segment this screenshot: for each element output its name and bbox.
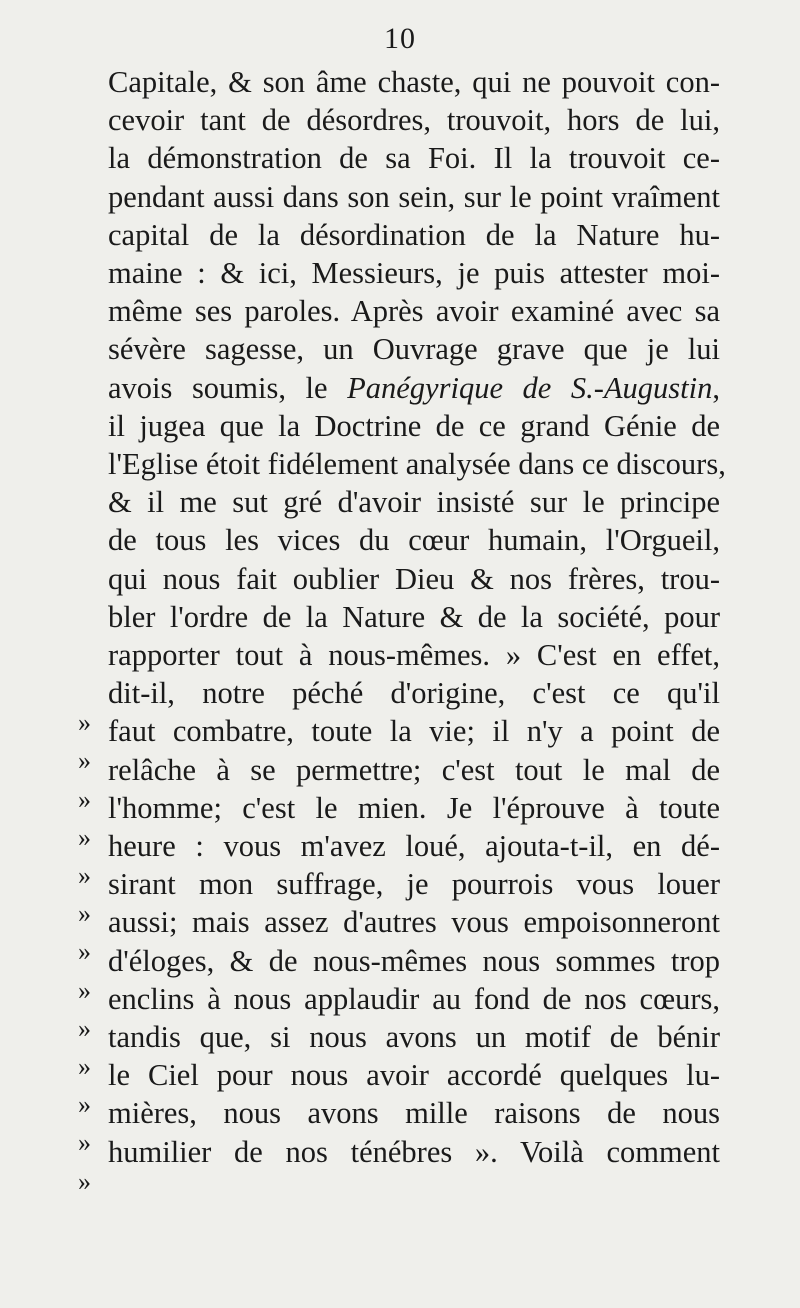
text-line: l'Eglise étoit fidélement analysée dans ce discours, — [108, 447, 726, 481]
text-line: » faut combatre, toute la vie; il n'y a point de — [78, 714, 720, 776]
text-line: » le Ciel pour nous avoir accordé quelques lu- — [78, 1058, 720, 1120]
text-line: » l'homme; c'est le mien. Je l'éprouve à toute — [78, 790, 720, 852]
text-line: » mières, nous avons mille raisons de nous — [78, 1096, 720, 1158]
text-line: » dit-il, notre péché d'origine, c'est ce qu'il — [78, 676, 720, 738]
text-line: la démonstration de sa Foi. Il la trouvoit ce- — [108, 141, 720, 176]
text-line: » sirant mon suffrage, je pourrois vous louer — [78, 867, 720, 929]
text-line: » heure : vous m'avez loué, ajouta-t-il, en dé- — [78, 829, 720, 890]
text-line: bler l'ordre de la Nature & de la société, pour — [108, 599, 720, 634]
page-number: 10 — [384, 22, 416, 55]
text-line: » relâche à se permettre; c'est tout le mal de — [78, 752, 720, 814]
text-line: qui nous fait oublier Dieu & nos frères, trou- — [108, 561, 720, 596]
text-line: » d'éloges, & de nous-mêmes nous sommes trop — [78, 943, 720, 1005]
text-line: rapporter tout à nous-mêmes. » C'est en effet, — [108, 638, 720, 672]
text-line: sévère sagesse, un Ouvrage grave que je lui — [108, 332, 720, 367]
text-line: Capitale, & son âme chaste, qui ne pouvoit con- — [108, 65, 720, 99]
italic-title: Panégyrique de S.-Augustin — [347, 370, 713, 405]
text-line: même ses paroles. Après avoir examiné avec sa — [108, 294, 720, 329]
text-line: il jugea que la Doctrine de ce grand Génie de — [108, 408, 720, 443]
text-line: cevoir tant de désordres, trouvoit, hors de lui, — [108, 103, 720, 138]
text-line: » tandis que, si nous avons un motif de bénir — [78, 1020, 720, 1081]
text-line: avois soumis, le Panégyrique de S.-Augustin, — [108, 370, 720, 405]
text-line: de tous les vices du cœur humain, l'Orgueil, — [108, 523, 720, 558]
text-line: » aussi; mais assez d'autres vous empoisonneront — [78, 905, 720, 967]
text-line: maine : & ici, Messieurs, je puis attester moi- — [108, 256, 720, 290]
text-line: & il me sut gré d'avoir insisté sur le principe — [108, 485, 720, 520]
text-line: pendant aussi dans son sein, sur le point vraîment — [108, 179, 720, 214]
text-line: » humilier de nos ténébres ». Voilà comment — [78, 1134, 720, 1196]
text-line: » enclins à nous applaudir au fond de nos cœurs, — [78, 981, 720, 1043]
text-line: capital de la désordination de la Nature hu- — [108, 217, 720, 252]
